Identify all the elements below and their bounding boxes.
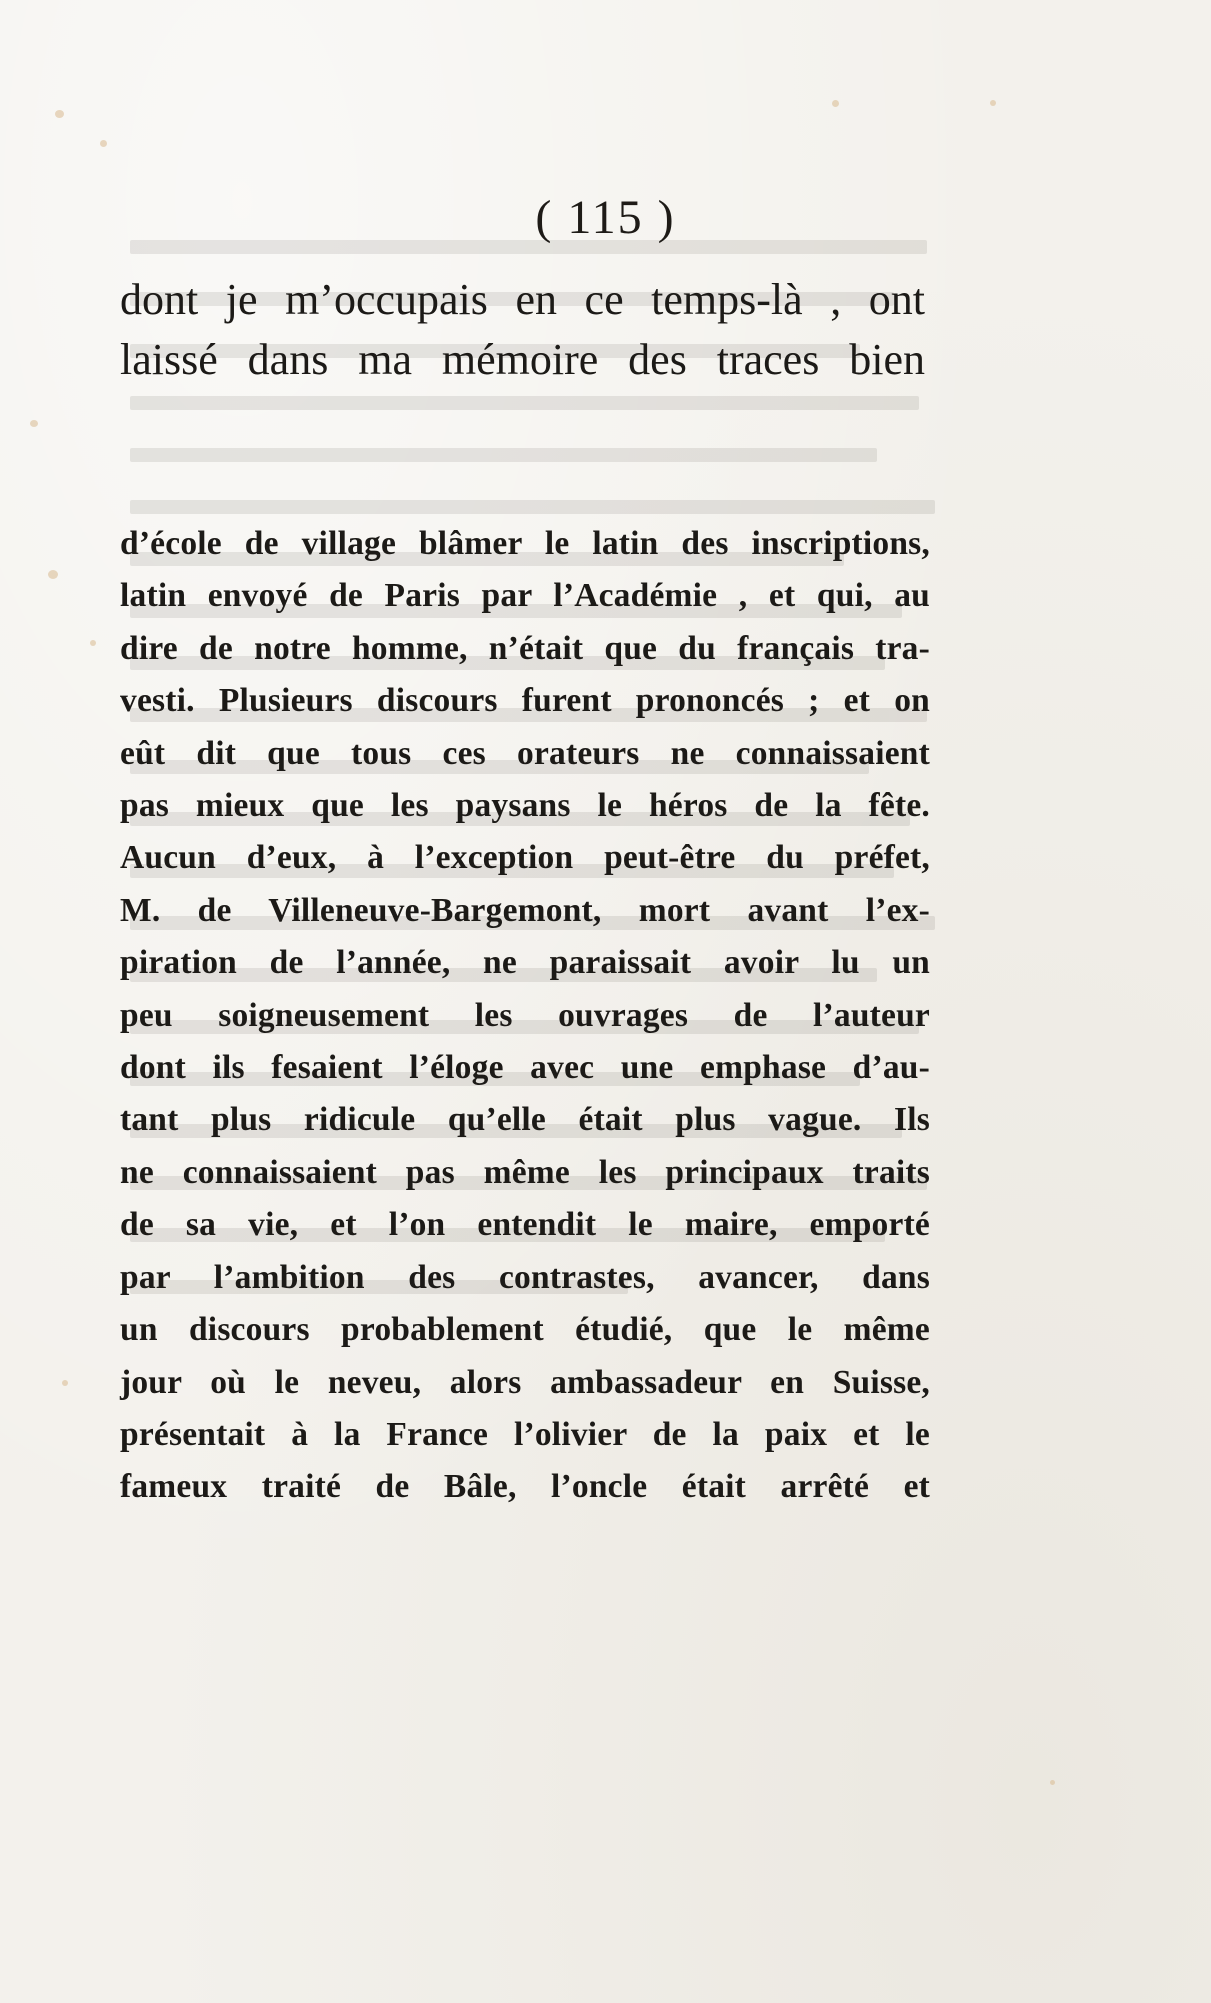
text-line: tant plus ridicule qu’elle était plus vague. Ils [120,1101,930,1139]
text-line: un discours probablement étudié, que le même [120,1311,930,1349]
foxing-spot [55,110,64,118]
foxing-spot [30,420,38,427]
foxing-spot [990,100,996,106]
text-line: ne connaissaient pas même les principaux traits [120,1153,930,1191]
text-line: dire de notre homme, n’était que du français tra- [120,629,930,667]
page-number: ( 115 ) [535,191,676,244]
text-line: pas mieux que les paysans le héros de la fête. [120,787,930,825]
text-line: latin envoyé de Paris par l’Académie , et qui, au [120,577,930,615]
foxing-spot [832,100,839,107]
text-line: jour où le neveu, alors ambassadeur en Suisse, [120,1363,930,1401]
page-top-text [120,270,925,390]
body-paragraph [120,518,930,1514]
foxing-spot [48,570,58,579]
foxing-spot [62,1380,68,1386]
text-line: fameux traité de Bâle, l’oncle était arrêté et [120,1468,930,1506]
text-line: dont ils fesaient l’éloge avec une emphase d’au- [120,1049,930,1087]
text-line: eût dit que tous ces orateurs ne connaissaient [120,734,930,772]
text-line: peu soigneusement les ouvrages de l’auteur [120,996,930,1034]
foxing-spot [1050,1780,1055,1785]
text-line: vesti. Plusieurs discours furent prononcés ; et on [120,682,930,720]
text-line: par l’ambition des contrastes, avancer, dans [120,1258,930,1296]
text-line: M. de Villeneuve-Bargemont, mort avant l’ex- [120,891,930,929]
text-line: de sa vie, et l’on entendit le maire, emporté [120,1206,930,1244]
text-line: présentait à la France l’olivier de la paix et le [120,1415,930,1453]
text-line: dont je m’occupais en ce temps-là , ont [120,275,925,324]
text-line: Aucun d’eux, à l’exception peut-être du préfet, [120,839,930,877]
foxing-spot [100,140,107,147]
text-line: laissé dans ma mémoire des traces bien [120,335,925,384]
foxing-spot [90,640,96,646]
text-line: d’école de village blâmer le latin des inscriptions, [120,525,930,562]
text-line: piration de l’année, ne paraissait avoir lu un [120,944,930,982]
